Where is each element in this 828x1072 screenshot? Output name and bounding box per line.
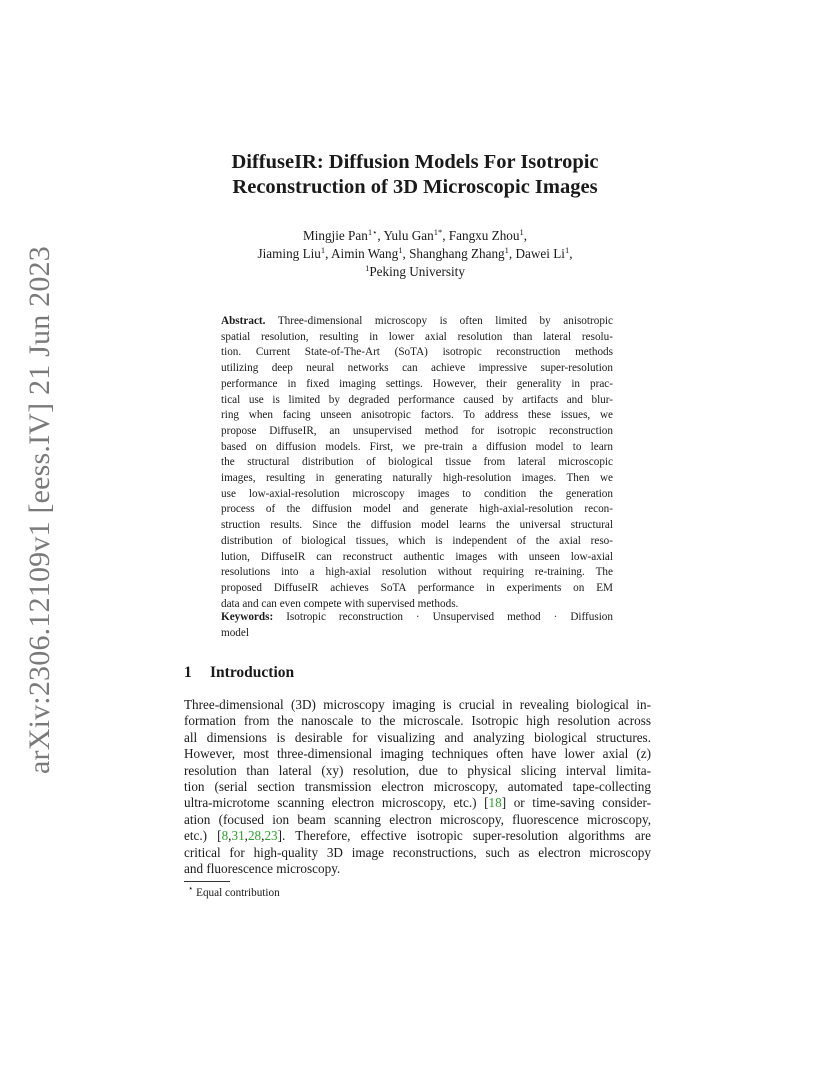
author-mark: 1 (320, 245, 326, 255)
author-name: Shanghang Zhang (409, 246, 505, 261)
abstract-line: propose DiffuseIR, an unsupervised method for isotropic reconstruction (221, 424, 613, 437)
intro-text: ultra-microtome scanning electron microscopy, etc.) [ (184, 795, 489, 811)
abstract-line: based on diffusion models. First, we pre-train a diffusion model to learn (221, 440, 613, 453)
author-mark: 1 (564, 245, 570, 255)
intro-text: and fluorescence microscopy. (184, 861, 341, 877)
abstract-line: tical use is limited by degraded performance caused by artifacts and blur- (221, 393, 613, 406)
citation-link[interactable]: 31 (231, 828, 245, 844)
intro-line (184, 730, 651, 746)
intro-text: all dimensions is desirable for visualizing and analyzing biological structures. (184, 729, 651, 745)
abstract (221, 314, 613, 612)
intro-text: ation (focused ion beam scanning electron microscopy, fluorescence microscopy, (184, 811, 651, 827)
abstract-line: process of the diffusion model and generate high-axial-resolution recon- (221, 503, 613, 516)
affiliation-mark: 1 (365, 263, 370, 273)
author-line-1 (150, 227, 680, 245)
citation-link[interactable]: 18 (488, 795, 502, 811)
intro-line (184, 763, 651, 779)
arxiv-identifier: arXiv:2306.12109v1 [eess.IV] 21 Jun 2023 (23, 246, 56, 774)
keywords-label: Keywords: (221, 611, 274, 623)
citation-link[interactable]: 23 (264, 828, 278, 844)
intro-line (184, 828, 651, 844)
abstract-line: distribution of biological tissues, which is independent of the axial reso- (221, 534, 613, 547)
intro-text: tion (serial section transmission electron microscopy, automated tape-collecting (184, 779, 651, 795)
abstract-line: the structural distribution of biological tissue from lateral microscopic (221, 456, 613, 469)
author-mark: 1⋆ (367, 227, 378, 237)
citation-link[interactable]: 8 (221, 828, 229, 844)
author-separator: , (523, 228, 528, 243)
intro-line (184, 861, 651, 877)
abstract-line: images, resulting in generating naturally high-resolution images. Then we (221, 472, 613, 485)
abstract-line: resolutions into a high-axial resolution without requiring re-training. The (221, 566, 613, 579)
intro-line (184, 779, 651, 795)
author-mark: 1 (504, 245, 509, 255)
affiliation: Peking University (369, 264, 465, 279)
author-name: Fangxu Zhou (448, 228, 520, 243)
abstract-line: performance in fixed imaging settings. However, their generality in prac- (221, 377, 613, 390)
author-mark: 1* (433, 227, 443, 237)
keywords-line: model (221, 626, 249, 639)
keywords-line (221, 610, 613, 626)
author-name: Mingjie Pan (302, 228, 368, 243)
section-heading (184, 663, 294, 683)
abstract-line: proposed DiffuseIR achieves SoTA performance in experiments on EM (221, 581, 613, 594)
intro-text: Three-dimensional (3D) microscopy imaging is crucial in revealing biological in- (184, 697, 651, 712)
intro-text: critical for high-quality 3D image reconstructions, such as electron microscopy (184, 844, 651, 860)
intro-line (184, 812, 651, 828)
section-title: Introduction (210, 664, 295, 681)
author-name: Dawei Li (515, 246, 565, 261)
abstract-line: spatial resolution, resulting in lower axial resolution than lateral resolu- (221, 330, 613, 343)
author-separator: , (442, 228, 449, 243)
keywords (221, 610, 613, 641)
section-number: 1 (184, 664, 192, 681)
author-separator: , (508, 246, 516, 261)
author-block (150, 227, 680, 281)
author-name: Yulu Gan (383, 228, 434, 243)
author-separator: , (402, 246, 410, 261)
author-mark: 1 (398, 245, 403, 255)
intro-line (184, 697, 651, 713)
footnote-rule (184, 881, 230, 882)
intro-text: , (261, 828, 265, 844)
introduction-paragraph (184, 697, 651, 877)
author-separator: , (377, 228, 384, 243)
intro-text: resolution than lateral (xy) resolution, due to physical slicing interval limita- (184, 762, 651, 778)
author-mark: 1 (519, 227, 524, 237)
author-separator: , (325, 246, 332, 261)
citation-link[interactable]: 28 (247, 828, 262, 844)
intro-line (184, 795, 651, 811)
footnote-mark: ⋆ (188, 883, 194, 893)
abstract-line: ring when facing unseen anisotropic factors. To address these issues, we (221, 409, 613, 422)
abstract-line: use low-axial-resolution microscopy images to condition the generation (221, 487, 613, 500)
title-line: DiffuseIR: Diffusion Models For Isotropic (231, 151, 599, 173)
abstract-label: Abstract. (221, 315, 266, 327)
abstract-line: struction results. Since the diffusion model learns the universal structural (221, 519, 613, 532)
abstract-text: Three-dimensional microscopy is often limited by anisotropic (277, 315, 613, 327)
intro-text: formation from the nanoscale to the microscale. Isotropic high resolution across (184, 713, 651, 729)
intro-line (184, 746, 651, 762)
intro-text: etc.) [ (184, 828, 222, 844)
author-name: Jiaming Liu (257, 246, 321, 261)
footnote-text: Equal contribution (196, 887, 280, 899)
intro-line (184, 713, 651, 729)
abstract-line: utilizing deep neural networks can achieve impressive super-resolution (221, 362, 613, 375)
intro-line (184, 845, 651, 861)
abstract-line: lution, DiffuseIR can reconstruct authentic images with unseen low-axial (221, 550, 613, 563)
intro-text: ] or time-saving consider- (501, 795, 651, 811)
intro-text: ]. Therefore, effective isotropic super-resolution algorithms are (277, 828, 652, 844)
paper-title (150, 150, 680, 200)
footnote (188, 883, 280, 901)
abstract-line (221, 314, 613, 330)
keywords-text: Isotropic reconstruction · Unsupervised method · Diffusion (286, 611, 613, 623)
abstract-line: data and can even compete with supervised methods. (221, 597, 459, 610)
intro-text: , (228, 828, 232, 844)
author-separator: , (569, 246, 573, 261)
intro-text: However, most three-dimensional imaging techniques often have lower axial (z) (184, 746, 651, 762)
author-line-2 (150, 245, 680, 263)
intro-text: , (244, 828, 248, 844)
affiliation-line (150, 263, 680, 281)
title-line: Reconstruction of 3D Microscopic Images (232, 176, 598, 198)
abstract-line: tion. Current State-of-The-Art (SoTA) isotropic reconstruction methods (221, 346, 613, 359)
author-name: Aimin Wang (331, 246, 399, 261)
